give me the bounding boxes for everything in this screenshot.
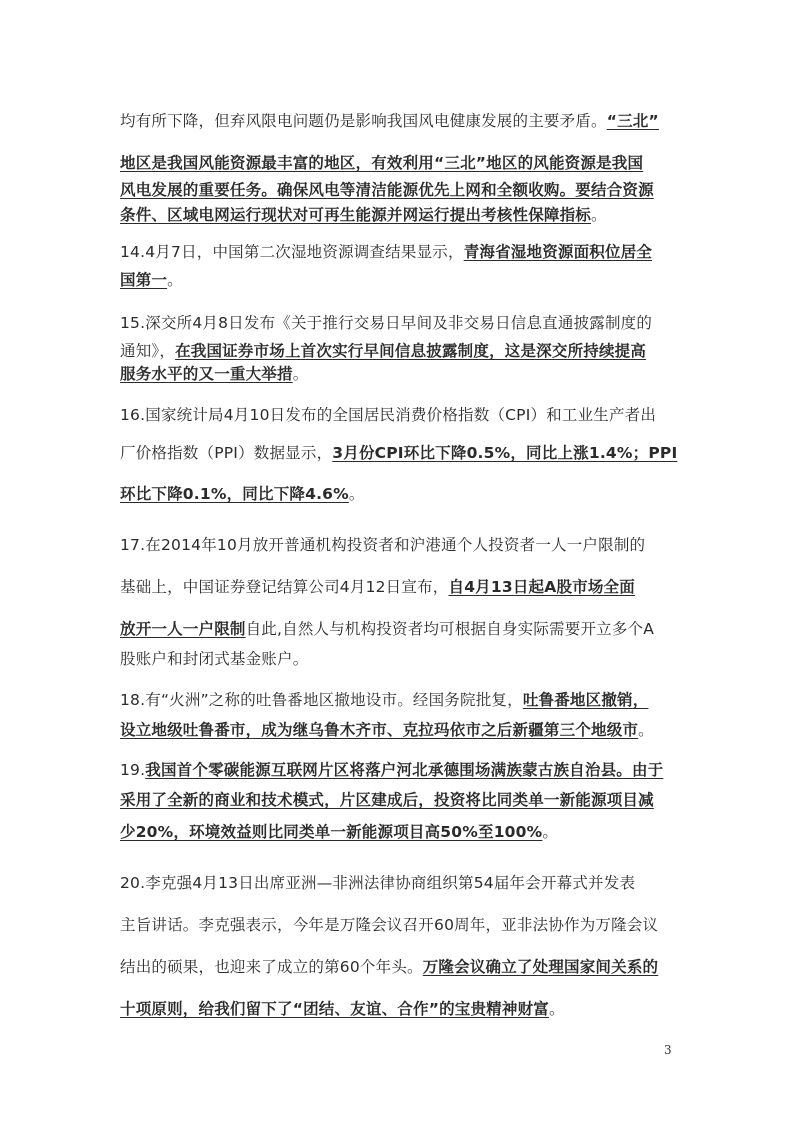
text-line <box>120 484 680 504</box>
body-text: 。 <box>591 206 607 224</box>
text-line <box>120 760 680 780</box>
body-text: 通知》， <box>120 342 176 360</box>
body-text: 14.4月7日，中国第二次湿地资源调查结果显示， <box>120 243 464 261</box>
emphasis-text: 自4月13日起A股市场全面 <box>448 578 635 596</box>
emphasis-text: 国第一 <box>120 271 168 289</box>
text-line <box>120 405 680 425</box>
body-text: 15.深交所4月8日发布《关于推行交易日早间及非交易日信息直通披露制度的 <box>120 314 653 332</box>
text-line <box>120 915 680 935</box>
body-text: 16.国家统计局4月10日发布的全国居民消费价格指数（CPI）和工业生产者出 <box>120 406 657 424</box>
body-text: 自此,自然人与机构投资者均可根据自身实际需要开立多个A <box>245 620 655 638</box>
text-line <box>120 649 680 669</box>
text-line <box>120 180 680 200</box>
emphasis-text: 在我国证券市场上首次实行早间信息披露制度，这是深交所持续提高 <box>175 342 647 360</box>
text-line <box>120 341 680 361</box>
emphasis-text: 地区是我国风能资源最丰富的地区，有效利用“三北”地区的风能资源是我国 <box>120 154 644 172</box>
text-line <box>120 153 680 173</box>
body-text: 18.有“火洲”之称的吐鲁番地区撤地设市。经国务院批复， <box>120 691 523 709</box>
body-text: 。 <box>542 823 559 841</box>
text-line <box>120 205 680 225</box>
emphasis-text: 采用了全新的商业和技术模式，片区建成后，投资将比同类单一新能源项目减 <box>120 791 654 809</box>
text-line <box>120 873 680 893</box>
text-line <box>120 111 680 131</box>
body-text: 。 <box>167 271 183 289</box>
body-text: 。 <box>348 485 365 503</box>
text-line <box>120 690 680 710</box>
body-text: 20.李克强4月13日出席亚洲—非洲法律协商组织第54届年会开幕式并发表 <box>120 874 636 892</box>
text-line <box>120 313 680 333</box>
emphasis-text: 万隆会议确立了处理国家间关系的 <box>422 958 659 976</box>
emphasis-text: 少20%，环境效益则比同类单一新能源项目高50%至100% <box>120 823 543 841</box>
body-text: 。 <box>292 365 309 383</box>
emphasis-text: 设立地级吐鲁番市，成为继乌鲁木齐市、克拉玛依市之后新疆第三个地级市 <box>120 721 639 739</box>
body-text: 厂价格指数（PPI）数据显示， <box>120 444 333 462</box>
text-line <box>120 720 680 740</box>
emphasis-text: “三北” <box>606 112 659 130</box>
text-line <box>120 790 680 810</box>
body-text: 19. <box>120 761 146 779</box>
emphasis-text: 服务水平的又一重大举措 <box>120 365 293 383</box>
emphasis-text: 风电发展的重要任务。确保风电等清洁能源优先上网和全额收购。要结合资源 <box>120 181 654 199</box>
emphasis-text: 放开一人一户限制 <box>120 620 246 638</box>
emphasis-text: 我国首个零碳能源互联网片区将落户河北承德围场满族蒙古族自治县。由于 <box>145 761 664 779</box>
emphasis-text: 环比下降0.1%，同比下降4.6% <box>120 485 349 503</box>
body-text: 结出的硕果，也迎来了成立的第60个年头。 <box>120 958 423 976</box>
emphasis-text: 十项原则，给我们留下了“团结、友谊、合作”的宝贵精神财富 <box>120 1000 549 1018</box>
text-line <box>120 242 680 262</box>
text-line <box>120 577 680 597</box>
body-text: 17.在2014年10月放开普通机构投资者和沪港通个人投资者一人一户限制的 <box>120 536 646 554</box>
text-line <box>120 535 680 555</box>
emphasis-text: 条件、区域电网运行现状对可再生能源并网运行提出考核性保障指标 <box>120 206 592 224</box>
text-line <box>120 619 680 639</box>
body-text: 基础上，中国证券登记结算公司4月12日宣布， <box>120 578 449 596</box>
body-text: 均有所下降，但弃风限电问题仍是影响我国风电健康发展的主要矛盾。 <box>120 112 607 130</box>
text-line <box>120 822 680 842</box>
text-line <box>120 443 680 463</box>
body-text: 。 <box>638 721 654 739</box>
body-text: 主旨讲话。李克强表示，今年是万隆会议召开60周年，亚非法协作为万隆会议 <box>120 916 659 934</box>
text-line <box>120 270 680 290</box>
emphasis-text: 青海省湿地资源面积位居全 <box>463 243 653 261</box>
emphasis-text: 3月份CPI环比下降0.5%，同比上涨1.4%；PPI <box>332 444 678 462</box>
text-line <box>120 957 680 977</box>
page-number: 3 <box>664 1043 672 1057</box>
body-text: 股账户和封闭式基金账户。 <box>120 650 309 668</box>
emphasis-text: 吐鲁番地区撤销， <box>522 691 649 709</box>
text-line <box>120 999 680 1019</box>
body-text: 。 <box>548 1000 565 1018</box>
text-line <box>120 364 680 384</box>
